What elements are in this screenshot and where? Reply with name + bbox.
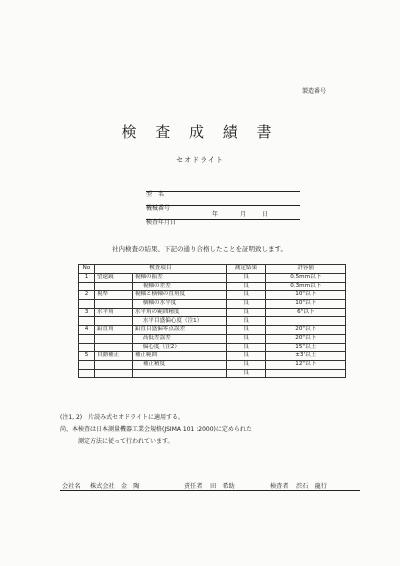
table-row [79,274,346,283]
company-name: 株式会社 金 陶 [90,483,140,490]
machine-number-label: 機械番号 [146,205,171,212]
row-result: 良 [226,291,266,300]
row-item: 視軸の振差 [132,274,226,283]
inspection-date-line [146,209,300,226]
row-tolerance: 12"以下 [266,360,346,369]
row-result: 良 [226,326,266,335]
manager-label: 責任者 [184,483,203,490]
row-item: 補正精度 [132,360,226,369]
table-row [79,317,346,326]
day-label: 日 [262,211,269,218]
row-number [79,282,95,291]
row-tolerance: ±3'以上 [266,352,346,361]
row-item: 偏心度（注2） [132,343,226,352]
footer-signature-line [60,490,360,491]
row-result: 良 [226,369,266,378]
row-tolerance [266,317,346,326]
row-category: 視準 [94,291,132,300]
row-result: 良 [226,360,266,369]
row-item: 水平目盛偏心度（注1） [132,317,226,326]
month-label: 月 [240,211,247,218]
row-category [94,369,132,378]
row-result: 良 [226,334,266,343]
table-header-row [79,265,346,274]
row-result: 良 [226,282,266,291]
table-row [79,291,346,300]
row-number: 1 [79,274,95,283]
row-category [94,343,132,352]
table-row [79,334,346,343]
row-result: 良 [226,300,266,309]
header-result: 測定結果 [226,265,266,274]
note-line-3: 測定方法に従って行われています。 [78,438,174,445]
row-category: 水平角 [94,308,132,317]
row-result: 良 [226,308,266,317]
company-label: 会社名 [62,483,81,490]
row-tolerance: 10"以下 [266,300,346,309]
row-category: 自動補正 [94,352,132,361]
table-row [79,282,346,291]
row-result: 良 [226,352,266,361]
serial-number-label: 製造番号 [302,88,327,95]
row-number [79,360,95,369]
row-tolerance: 20"以下 [266,326,346,335]
row-category [94,282,132,291]
machine-number-line [146,195,300,212]
row-category: 鉛直角 [94,326,132,335]
table-row [79,300,346,309]
table-row [79,352,346,361]
certification-statement: 社内検査の結果、下記の通り合格したことを証明致します。 [112,245,287,253]
note-line-1: (注1, 2) 片読み式セオドライトに適用する。 [60,414,184,421]
row-tolerance: 0.3mm以下 [266,282,346,291]
row-number: 4 [79,326,95,335]
row-number [79,369,95,378]
table-row [79,308,346,317]
row-category [94,300,132,309]
table-row [79,360,346,369]
row-category [94,360,132,369]
row-item: 視軸の差差 [132,282,226,291]
row-result: 良 [226,274,266,283]
document-subtitle: セオドライト [176,156,224,164]
row-tolerance: 20"以下 [266,334,346,343]
row-item: 補正範囲 [132,352,226,361]
note-line-2: 尚、本検査は日本測量機器工業会規格(JSIMA 101 :2000)に定められた [60,426,252,433]
row-tolerance: 6"以下 [266,308,346,317]
row-item: 視軸と横軸の直角度 [132,291,226,300]
header-no: No [79,265,95,274]
row-number [79,300,95,309]
row-result: 良 [226,343,266,352]
row-result: 良 [226,317,266,326]
row-number: 2 [79,291,95,300]
manager-name: 田 希助 [210,483,235,490]
table-row [79,326,346,335]
row-item: 鉛直目盛偏零点誤差 [132,326,226,335]
row-number: 3 [79,308,95,317]
row-item [132,369,226,378]
row-tolerance: 0.5mm以下 [266,274,346,283]
row-number [79,317,95,326]
header-tolerance: 許容値 [266,265,346,274]
row-tolerance: 10"以下 [266,291,346,300]
inspection-date-label: 検査年月日 [146,219,177,226]
row-category [94,317,132,326]
table-row [79,369,346,378]
row-category [94,334,132,343]
model-label: 型 名 [146,191,165,198]
row-item: 横軸の水平度 [132,300,226,309]
results-body [79,274,346,378]
table-row [79,343,346,352]
inspection-results-table [78,264,346,378]
inspector-name: 渋石 龍行 [296,483,327,490]
document-title: 検 査 成 績 書 [121,123,279,141]
row-category: 望遠鏡 [94,274,132,283]
row-item: 水平角の範囲精度 [132,308,226,317]
header-item: 検査項目 [94,265,226,274]
inspector-label: 検査者 [270,483,289,490]
row-tolerance: 15"以上 [266,343,346,352]
row-number [79,343,95,352]
row-item: 高低差誤差 [132,334,226,343]
model-line [146,181,300,198]
row-tolerance [266,369,346,378]
row-number: 5 [79,352,95,361]
year-label: 年 [212,211,219,218]
row-number [79,334,95,343]
